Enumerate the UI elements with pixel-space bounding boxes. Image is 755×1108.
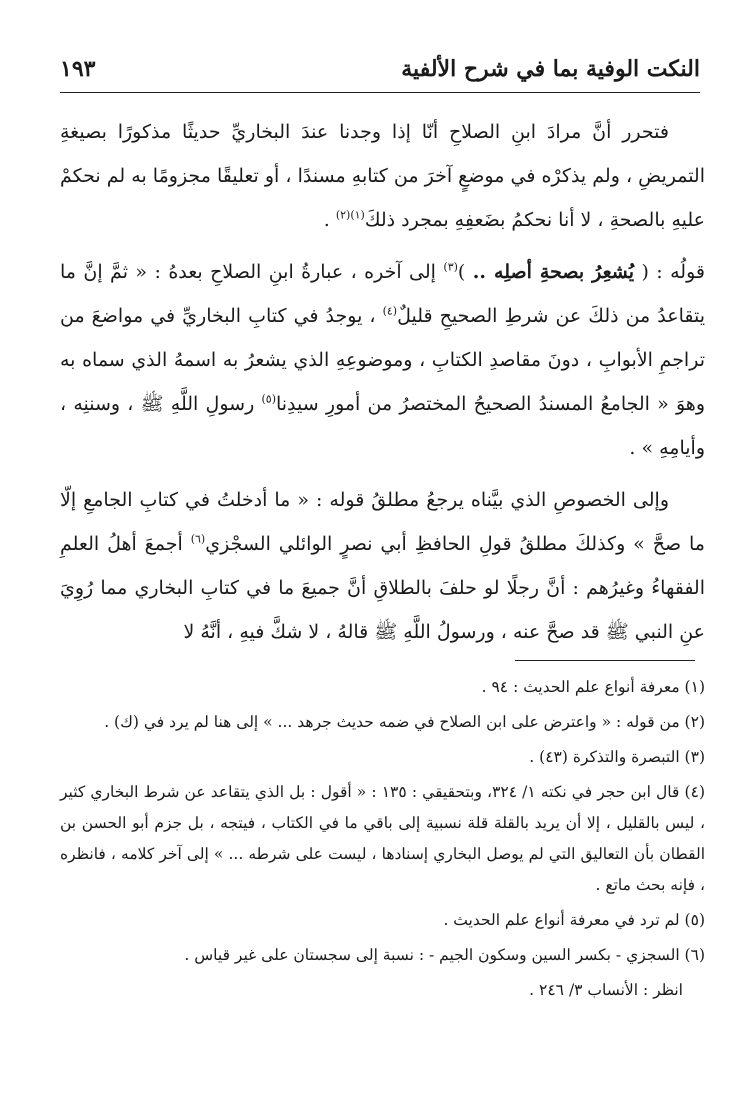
footnote-ref-3: (٣)	[443, 260, 458, 274]
footnotes	[60, 672, 705, 1006]
main-text	[60, 110, 705, 662]
paragraph-2	[60, 250, 705, 470]
running-title: النكت الوفية بما في شرح الألفية	[401, 56, 700, 82]
footnote-1: (١) معرفة أنواع علم الحديث : ٩٤ .	[481, 678, 705, 696]
quoted-verse: يُشعِرُ بصحةِ أصلِه ..	[472, 261, 635, 283]
paragraph-2-paren: )	[457, 261, 473, 283]
paragraph-1-text: فتحرر أنَّ مرادَ ابنِ الصلاحِ أنّا إذا وجدنا عندَ البخاريِّ حديثًا مذكورًا بصيغةِ التمريضِ ، ولم يذكرْه في موضعٍ آخرَ من كتابهِ مسندًا ، أو تعليقًا مجزومًا به لم نحكمْ عليهِ بالصحةِ ، لا أنا نحكمُ بضَعفِهِ بمجرد ذلكَ	[60, 121, 705, 231]
paragraph-1	[60, 110, 705, 242]
paragraph-3-text: وإلى الخصوصِ الذي بيَّناه يرجعُ مطلقُ قوله : « ما أدخلتُ في كتابِ الجامعِ إلّا ما صحَّ » وكذلكَ مطلقُ قولِ الحافظِ أبي نصرٍ الوائلي السجْزي	[60, 489, 705, 555]
paragraph-2-text-cont: ، يوجدُ في كتابِ البخاريِّ في مواضعَ من تراجمِ الأبوابِ ، دونَ مقاصدِ الكتابِ ، وموضوعِهِ الذي يشعرُ به اسمهُ الذي سماه به وهوَ « الجامعُ المسندُ الصحيحُ المختصرُ من أمورِ سيدِنا	[60, 305, 705, 415]
running-header	[60, 52, 700, 93]
footnote-6-reference: انظر : الأنساب ٣/ ٢٤٦ .	[529, 981, 683, 999]
page-number: ١٩٣	[60, 56, 96, 82]
footnote-2: (٢) من قوله : « واعترض على ابن الصلاح في ضمه حديث جرهد ... » إلى هنا لم يرد في (ك) .	[104, 713, 705, 731]
paragraph-3-text-cont: أجمعَ أهلُ العلمِ الفقهاءُ وغيرُهم : أنَّ رجلًا لو حلفَ بالطلاقِ أنَّ جميعَ ما في كتابِ البخاري مما رُوِيَ عنِ النبي ﷺ قد صحَّ عنه ، ورسولُ اللَّهِ ﷺ قالهُ ، لا شكَّ فيهِ ، أنَّهُ لا	[60, 533, 705, 643]
paragraph-3	[60, 478, 705, 654]
footnote-ref-1-2: (١)(٢)	[335, 208, 365, 222]
footnote-ref-6: (٦)	[190, 532, 206, 546]
footnote-6: (٦) السجزي - بكسر السين وسكون الجيم - : نسبة إلى سجستان على غير قياس .	[184, 946, 705, 964]
footnote-3: (٣) التبصرة والتذكرة (٤٣) .	[529, 748, 705, 766]
footnote-ref-4: (٤)	[382, 304, 398, 318]
paragraph-1-end: .	[323, 209, 336, 231]
footnote-separator	[515, 660, 695, 661]
footnote-4: (٤) قال ابن حجر في نكته ١/ ٣٢٤، وبتحقيقي : ١٣٥ : « أقول : بل الذي يتقاعد عن شرط البخاري كثير ، ليس بالقليل ، إلا أن يريد بالقلة قلة نسبية إلى باقي ما في الكتاب ، فيتجه ، بل جزم أبو الحسن بن القطان بأن التعاليق التي لم يوصل البخاري إسنادها ، ليست على شرطه ... » إلى آخر كلامه ، فانظره ، فإنه بحث ماتع .	[60, 783, 705, 894]
footnote-ref-5: (٥)	[261, 392, 276, 406]
paragraph-2-text: إلى آخره ، عبارةُ ابنِ الصلاحِ بعدهُ : « ثمَّ إنَّ ما يتقاعدُ من ذلكَ عن شرطِ الصحيحِ قليلٌ	[60, 261, 706, 327]
paragraph-2-end: رسولِ اللَّهِ ﷺ ، وسننِه ، وأيامِهِ » .	[60, 393, 705, 459]
paragraph-2-lead: قولُه : (	[634, 261, 705, 283]
footnote-5: (٥) لم ترد في معرفة أنواع علم الحديث .	[443, 911, 705, 929]
